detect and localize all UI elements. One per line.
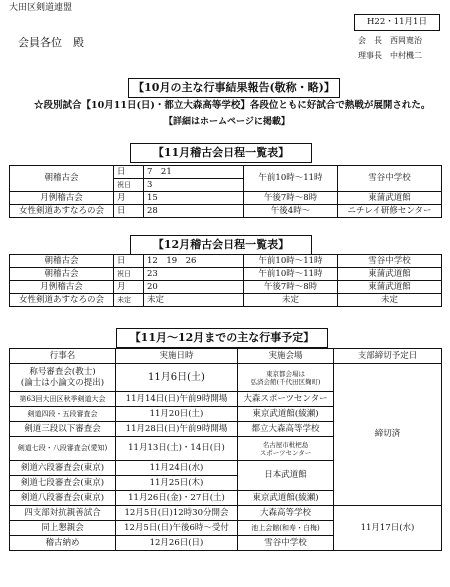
event-venue: 東京武道館(綾瀬): [238, 407, 334, 422]
event-date: 12月5日(日)午後6時～受付: [116, 521, 238, 536]
dec-schedule-table: [9, 254, 442, 307]
table-cell: 日: [114, 166, 144, 179]
deadline-cell: 11月17日(水): [334, 506, 442, 551]
table-cell: 朝稽古会: [10, 255, 114, 268]
signer-director: 理事長 中村機二: [358, 51, 422, 60]
date-box: H22・11月1日: [354, 14, 440, 31]
event-date: 11月13日(土)・14日(日): [116, 437, 238, 461]
column-header: 実施日時: [116, 349, 238, 364]
event-date: 12月26日(日): [116, 536, 238, 551]
event-name: 剣道六段審査会(東京): [10, 461, 116, 476]
event-date: 11月20日(土): [116, 407, 238, 422]
nov-schedule-title: 【11月稽古会日程一覧表】: [130, 143, 312, 163]
event-date: 11月6日(土): [116, 364, 238, 392]
column-header: 支部締切予定日: [334, 349, 442, 364]
event-date: 12月5日(日)12時30分開会: [116, 506, 238, 521]
table-cell: 3: [144, 179, 244, 192]
table-cell: 月例稽古会: [10, 281, 114, 294]
event-venue-line: 弘済会館(千代田区麹町): [250, 377, 321, 386]
table-cell: 月例稽古会: [10, 192, 114, 205]
table-cell: 未定: [144, 294, 244, 307]
events-table: [9, 348, 442, 551]
report-title: 【10月の主な行事結果報告(敬称・略)】: [128, 78, 340, 98]
event-name: 剣道七段・八段審査会(愛知): [10, 437, 116, 461]
table-cell: ニチレイ研修センター: [338, 205, 442, 218]
table-cell: 未定: [114, 294, 144, 307]
event-venue: 東京武道館(綾瀬): [238, 491, 334, 506]
event-name: [10, 364, 116, 392]
events-title: 【11月～12月までの主な行事予定】: [116, 328, 328, 348]
event-date: 11月14日(日)午前9時開場: [116, 392, 238, 407]
table-cell: 東蒲武道館: [338, 268, 442, 281]
event-venue: 大森スポーツセンター: [238, 392, 334, 407]
table-cell: 午前10時～11時: [244, 166, 338, 192]
table-row: [10, 506, 442, 521]
table-cell: 午後4時～: [244, 205, 338, 218]
event-venue: 大森高等学校: [238, 506, 334, 521]
dec-schedule-title: 【12月稽古会日程一覧表】: [130, 235, 312, 255]
event-venue: [238, 364, 334, 392]
event-venue: [238, 437, 334, 461]
event-name: 四支部対抗親善試合: [10, 506, 116, 521]
table-row: [10, 281, 442, 294]
event-venue-line: 東京都会場は: [266, 369, 305, 378]
table-header-row: [10, 349, 442, 364]
table-row: [10, 166, 442, 179]
event-venue: 日本武道館: [238, 461, 334, 491]
event-name: 剣道八段審査会(東京): [10, 491, 116, 506]
event-name: 剣道七段審査会(東京): [10, 476, 116, 491]
table-row: [10, 192, 442, 205]
table-cell: 東蒲武道館: [338, 192, 442, 205]
recipients: 会員各位 殿: [18, 36, 84, 49]
deadline-cell: 締切済: [334, 364, 442, 506]
table-row: [10, 364, 442, 392]
event-name-note: (論士は小論文の提出): [20, 377, 105, 388]
table-cell: 祝日: [114, 268, 144, 281]
org-name: 大田区剣道連盟: [9, 3, 73, 13]
table-cell: 日: [114, 205, 144, 218]
event-name: 稽古納め: [10, 536, 116, 551]
table-cell: 15: [144, 192, 244, 205]
event-name-line: 称号審査会(教士): [29, 366, 96, 377]
event-venue-line: 名古屋市枇杷島: [262, 440, 309, 449]
event-name: 第63回大田区秋季剣道大会: [10, 392, 116, 407]
table-cell: 午後7時～8時: [244, 192, 338, 205]
table-cell: 雪谷中学校: [338, 166, 442, 192]
table-cell: 未定: [338, 294, 442, 307]
table-cell: 朝稽古会: [10, 268, 114, 281]
report-line-1: ☆段別試合【10月11日(日)・都立大森高等学校】各段位ともに好試合で熱戦が展開された。: [34, 100, 431, 111]
event-name: 剣道四段・五段審査会: [10, 407, 116, 422]
signer-president: 会 長 西岡寛治: [358, 36, 422, 45]
event-name: 同上懇親会: [10, 521, 116, 536]
table-cell: 雪谷中学校: [338, 255, 442, 268]
table-cell: 12 19 26: [144, 255, 244, 268]
table-cell: 未定: [244, 294, 338, 307]
table-cell: 午前10時～11時: [244, 268, 338, 281]
event-date: 11月24日(水): [116, 461, 238, 476]
event-date: 11月26日(金)・27日(土): [116, 491, 238, 506]
table-row: [10, 255, 442, 268]
event-name: 剣道三段以下審査会: [10, 422, 116, 437]
table-cell: 朝稽古会: [10, 166, 114, 192]
table-cell: 東蒲武道館: [338, 281, 442, 294]
event-date: 11月25日(木): [116, 476, 238, 491]
column-header: 行事名: [10, 349, 116, 364]
event-venue: 池上会館(和寿・白梅): [238, 521, 334, 536]
table-cell: 午前10時～11時: [244, 255, 338, 268]
table-row: [10, 294, 442, 307]
table-cell: 月: [114, 281, 144, 294]
event-venue: 雪谷中学校: [238, 536, 334, 551]
table-cell: 23: [144, 268, 244, 281]
event-venue: 都立大森高等学校: [238, 422, 334, 437]
event-date: 11月28日(日)午前9時開場: [116, 422, 238, 437]
table-cell: 28: [144, 205, 244, 218]
table-row: [10, 205, 442, 218]
table-row: [10, 268, 442, 281]
table-cell: 月: [114, 192, 144, 205]
table-cell: 日: [114, 255, 144, 268]
table-cell: 7 21: [144, 166, 244, 179]
event-venue-line: スポーツセンター: [259, 448, 312, 457]
column-header: 実施会場: [238, 349, 334, 364]
table-cell: 祝日: [114, 179, 144, 192]
table-cell: 20: [144, 281, 244, 294]
table-cell: 女性剣道あすなろの会: [10, 294, 114, 307]
table-cell: 女性剣道あすなろの会: [10, 205, 114, 218]
nov-schedule-table: [9, 165, 442, 218]
report-line-2: 【詳細はホームページに掲載】: [164, 117, 290, 127]
table-cell: 午後7時～8時: [244, 281, 338, 294]
